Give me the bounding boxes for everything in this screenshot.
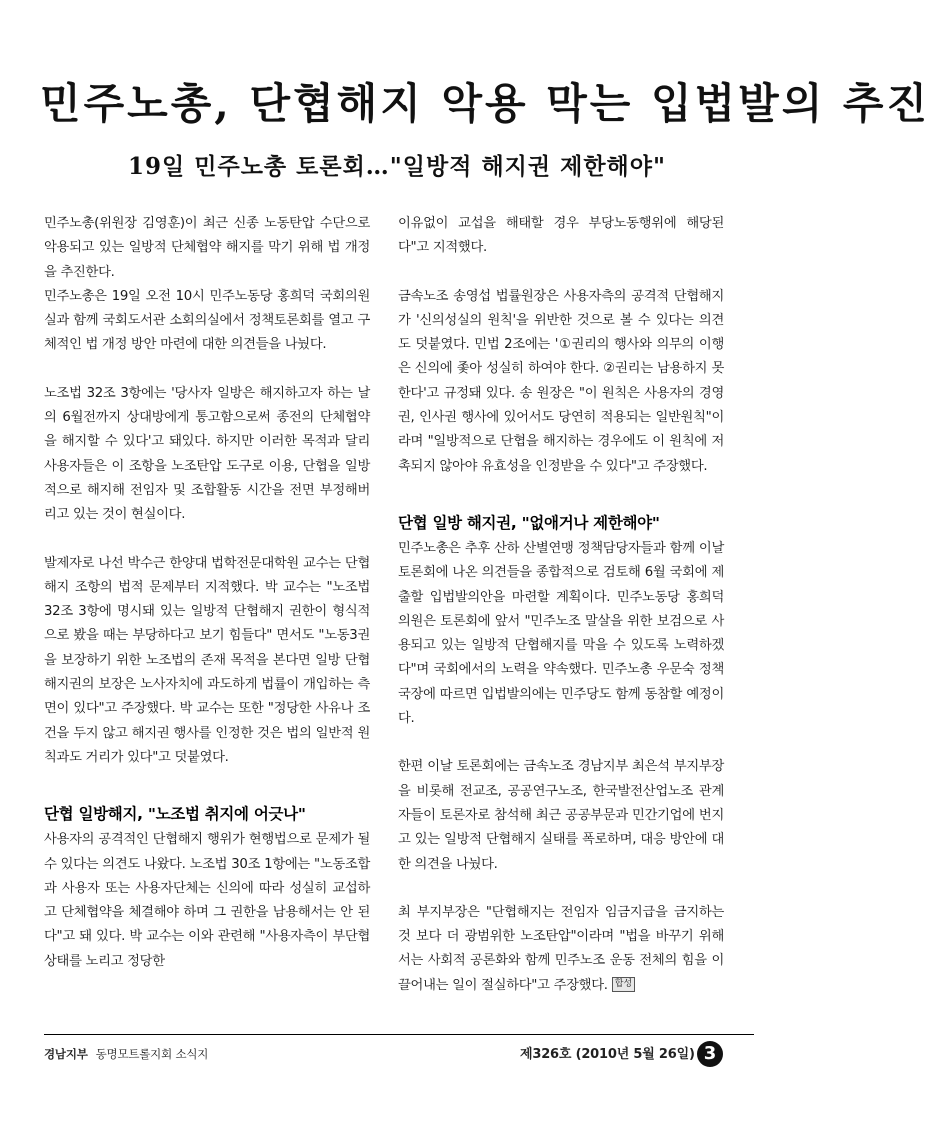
paragraph-gap [44, 528, 370, 552]
article-paragraph: 이유없이 교섭을 해태할 경우 부당노동행위에 해당된다"고 지적했다. [398, 216, 724, 256]
footer-newsletter-name: 동명모트롤지회 소식지 [95, 1047, 209, 1061]
article-paragraph: 금속노조 송영섭 법률원장은 사용자측의 공격적 단협해지가 '신의성실의 원칙'을 위반한 것으로 볼 수 있다는 의견도 덧붙였다. 민법 2조에는 '①권리의 행사와 의무의 이행은 신의에 좇아 성실히 하여야 한다. ②권리는 남용하지 못한다'고 규정돼 있다. 송 원장은 "이 원칙은 사용자의 경영권, 인사권 행사에 있어서도 당연히 적용되는 일반원칙"이라며 "일방적으로 단협을 해지하는 경우에도 이 원칙에 저촉되지 않아야 유효성을 인정받을 수 있다"고 주장했다. [398, 288, 724, 474]
paragraph-gap [398, 479, 724, 503]
paragraph-gap [398, 731, 724, 755]
final-paragraph-text: 최 부지부장은 "단협해지는 전임자 임금지급을 금지하는 것 보다 더 광범위한 노조탄압"이라며 "법을 바꾸기 위해서는 사회적 공론화와 함께 민주노조 운동 전체의 힘을 이끌어내는 일이 절실하다"고 주장했다. [398, 904, 724, 993]
article-paragraph: 민주노총은 추후 산하 산별연맹 정책담당자들과 함께 이날 토론회에 나온 의견들을 종합적으로 검토해 6월 국회에 제출할 입법발의안을 마련할 계획이다. 민주노동당 홍희덕 의원은 토론회에 앞서 "민주노조 말살을 위한 보검으로 사용되고 있는 일방적 단협해지를 막을 수 있도록 노력하겠다"며 국회에서의 노력을 약속했다. 민주노총 우문숙 정책국장에 따르면 입법발의에는 민주당도 함께 동참할 예정이다. [398, 540, 724, 727]
subheadline: 19일 민주노총 토론회…"일방적 해지권 제한해야" [128, 153, 666, 180]
article-end-mark: 합성 [612, 977, 635, 992]
article-paragraph: 노조법 32조 3항에는 '당사자 일방은 해지하고자 하는 날의 6월전까지 상대방에게 통고함으로써 종전의 단체협약을 해지할 수 있다'고 돼있다. 하지만 이러한 목적과 달리 사용자들은 이 조항을 노조탄압 도구로 이용, 단협을 일방적으로 해지해 전임자 및 조합활동 시간을 전면 부정해버리고 있는 것이 현실이다. [44, 385, 370, 523]
paragraph-gap [398, 261, 724, 285]
section-heading: 단협 일방 해지권, "없애거나 제한해야" [398, 513, 660, 532]
paragraph-gap [398, 877, 724, 901]
article-paragraph: 한편 이날 토론회에는 금속노조 경남지부 최은석 부지부장을 비롯해 전교조, 공공연구노조, 한국발전산업노조 관계자들이 토론자로 참석해 최근 공공부문과 민간기업에 번지고 있는 일방적 단협해지 실태를 폭로하며, 대응 방안에 대한 의견을 나눴다. [398, 759, 724, 872]
article-paragraph-final [398, 901, 724, 998]
page-number-badge: 3 [697, 1041, 723, 1067]
paragraph-gap [44, 770, 370, 794]
paragraph-gap [44, 358, 370, 382]
footer-divider [44, 1034, 754, 1035]
article-paragraph: 민주노총(위원장 김영훈)이 최근 신종 노동탄압 수단으로 악용되고 있는 일방적 단체협약 해지를 막기 위해 법 개정을 추진한다. [44, 216, 370, 280]
article-left-column [44, 212, 370, 974]
footer-publication [44, 1046, 208, 1062]
headline: 민주노총, 단협해지 악용 막는 입법발의 추진 [40, 79, 930, 128]
article-paragraph: 발제자로 나선 박수근 한양대 법학전문대학원 교수는 단협해지 조항의 법적 문제부터 지적했다. 박 교수는 "노조법 32조 3항에 명시돼 있는 일방적 단협해지 권한이 형식적으로 봤을 때는 부당하다고 보기 힘들다" 면서도 "노동3권을 보장하기 위한 노조법의 존재 목적을 본다면 일방 단협해지권의 보장은 노사자치에 과도하게 법률이 개입하는 측면이 있다"고 주장했다. 박 교수는 또한 "정당한 사유나 조건을 두지 않고 해지권 행사를 인정한 것은 법의 일반적 원칙과도 거리가 있다"고 덧붙였다. [44, 555, 370, 765]
footer-issue: 제326호 (2010년 5월 26일) [520, 1047, 695, 1062]
article-paragraph: 사용자의 공격적인 단협해지 행위가 현행법으로 문제가 될 수 있다는 의견도 나왔다. 노조법 30조 1항에는 "노동조합과 사용자 또는 사용자단체는 신의에 따라 성실히 교섭하고 단체협약을 체결해야 하며 그 권한을 남용해서는 안 된다"고 돼 있다. 박 교수는 이와 관련해 "사용자측이 부단협 상태를 노리고 정당한 [44, 832, 370, 969]
article-paragraph: 민주노총은 19일 오전 10시 민주노동당 홍희덕 국회의원실과 함께 국회도서관 소회의실에서 정책토론회를 열고 구체적인 법 개정 방안 마련에 대한 의견들을 나눴다. [44, 288, 370, 353]
article-right-column [398, 212, 724, 998]
section-heading: 단협 일방해지, "노조법 취지에 어긋나" [44, 805, 306, 824]
footer-publisher: 경남지부 [44, 1047, 88, 1061]
